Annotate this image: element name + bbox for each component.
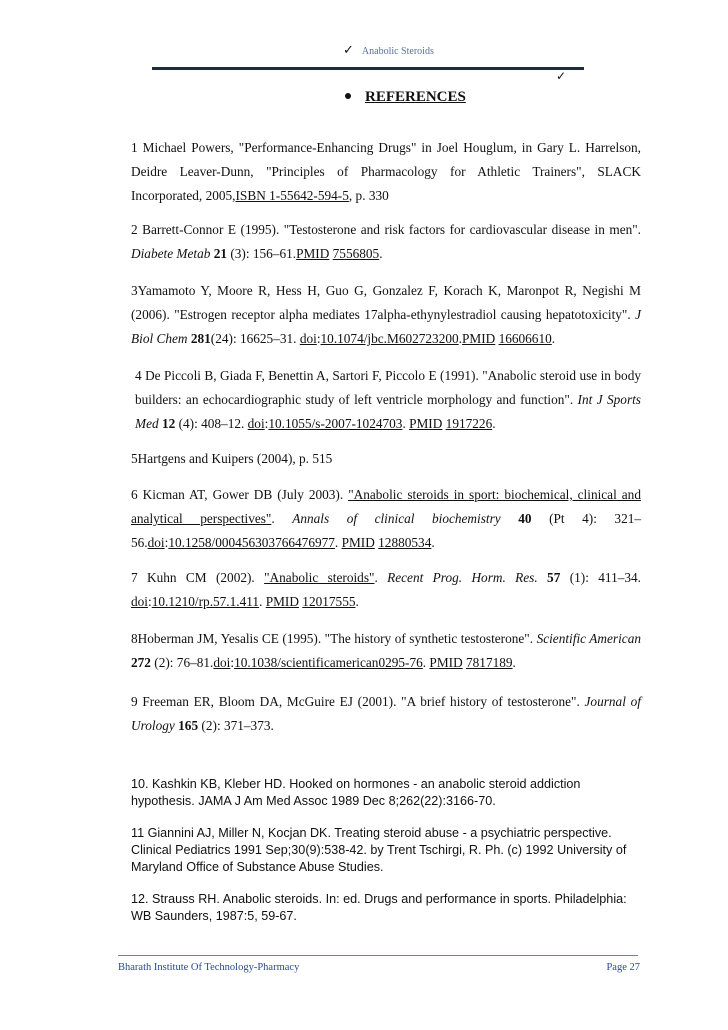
reference-1 [131, 136, 641, 208]
ref-text: . [374, 570, 388, 585]
ref-text: 4 De Piccoli B, Giada F, Benettin A, Sartori F, Piccolo E (1991). "Anabolic steroid use in body builders: an echocardiographic study of left ventricle morphology and function". [135, 368, 641, 407]
reference-11: 11 Giannini AJ, Miller N, Kocjan DK. Treating steroid abuse - a psychiatric perspective. Clinical Pediatrics 1991 Sep;30(9):538-42. by Trent Tschirgi, R. Ph. (c) 1992 University of Maryland Office of Substance Abuse Studies. [131, 826, 627, 874]
bullet-icon [345, 93, 351, 99]
volume: 281 [190, 331, 211, 346]
page-header [343, 43, 434, 58]
reference-10: 10. Kashkin KB, Kleber HD. Hooked on hormones - an anabolic steroid addiction hypothesis. JAMA J Am Med Assoc 1989 Dec 8;262(22):3166-70. [131, 777, 581, 808]
ref-text: (Pt 4): 321–56. [131, 511, 642, 550]
article-title-link[interactable]: "Anabolic steroids" [264, 570, 375, 585]
pmid-number-link[interactable]: 12017555 [302, 594, 356, 609]
ref-text: . [512, 655, 516, 670]
footer-institution: Bharath Institute Of Technology-Pharmacy [118, 962, 300, 973]
pmid-number-link[interactable]: 1917226 [445, 416, 493, 431]
pmid-link[interactable]: PMID [409, 416, 443, 431]
article-title-link[interactable]: "Anabolic steroids in sport: biochemical, clinical and analytical perspectives" [131, 487, 641, 526]
ref-text: 2 Barrett-Connor E (1995). "Testosterone and risk factors for cardiovascular disease in men". [131, 222, 641, 237]
doi-link[interactable]: doi [147, 535, 165, 550]
references-title: REFERENCES [365, 89, 466, 105]
doi-link[interactable]: doi [247, 416, 265, 431]
ref-text: . [492, 416, 496, 431]
pmid-number-link[interactable]: 16606610 [498, 331, 552, 346]
journal-name: Diabete Metab [131, 246, 211, 261]
doi-number-link[interactable]: 10.1210/rp.57.1.411 [151, 594, 260, 609]
reference-6: 6 Kicman AT, Gower DB (July 2003). "Anabolic steroids in sport: biochemical, clinical and analytical perspectives". Annals of clinical biochemistry 40 (Pt 4): 321–56.doi:10.1258/000456303766476977. PMID 12880534. [131, 487, 642, 550]
ref-text: 6 Kicman AT, Gower DB (July 2003). [131, 487, 349, 502]
reference-12: 12. Strauss RH. Anabolic steroids. In: ed. Drugs and performance in sports. Philadelphia: WB Saunders, 1987:5, 59-67. [131, 892, 627, 923]
ref-text: 3Yamamoto Y, Moore R, Hess H, Guo G, Gonzalez F, Korach K, Maronpot R, Negishi M (2006). "Estrogen receptor alpha mediates 17alpha-ethynylestradiol causing hepatotoxicity". [131, 283, 641, 322]
ref-text: . [379, 246, 383, 261]
reference-5 [131, 447, 641, 471]
ref-text: (2): 371–373. [198, 718, 274, 733]
volume: 272 [131, 655, 151, 670]
pmid-number-link[interactable]: 7556805 [332, 246, 380, 261]
ref-text: 7 Kuhn CM (2002). [131, 570, 265, 585]
pmid-number-link[interactable]: 7817189 [466, 655, 513, 670]
doi-link[interactable]: doi [131, 594, 148, 609]
journal-name: Annals of clinical biochemistry [292, 511, 501, 526]
ref-text: . [551, 331, 556, 346]
reference-9 [131, 690, 641, 738]
ref-text: , p. 330 [348, 188, 389, 203]
ref-text: . [271, 511, 293, 526]
section-heading [345, 89, 466, 106]
ref-text: (3): 156–61. [227, 246, 297, 261]
doi-number-link[interactable]: 10.1074/jbc.M602723200 [320, 331, 459, 346]
ref-text: (24): 16625–31. [210, 331, 300, 346]
ref-text: 9 Freeman ER, Bloom DA, McGuire EJ (2001). "A brief history of testosterone". [131, 694, 585, 709]
doi-number-link[interactable]: 10.1055/s-2007-1024703 [268, 416, 403, 431]
reference-4: 4 De Piccoli B, Giada F, Benettin A, Sartori F, Piccolo E (1991). "Anabolic steroid use in body builders: an echocardiographic study of left ventricle morphology and function". Int J Sports Med 12 (4): 408–12. doi:10.1055/s-2007-1024703. PMID 1917226. [135, 368, 641, 431]
ref-text: . [431, 535, 435, 550]
ref-text: (2): 76–81. [150, 655, 214, 670]
reference-3: 3Yamamoto Y, Moore R, Hess H, Guo G, Gonzalez F, Korach K, Maronpot R, Negishi M (2006). "Estrogen receptor alpha mediates 17alpha-ethynylestradiol causing hepatotoxicity". J Biol Chem 281(24): 16625–31. doi:10.1074/jbc.M602723200.PMID 16606610. [131, 283, 641, 346]
reference-2 [131, 218, 641, 266]
ref-text: 8Hoberman JM, Yesalis CE (1995). "The history of synthetic testosterone". [131, 631, 537, 646]
volume: 40 [518, 511, 532, 526]
reference-8: 8Hoberman JM, Yesalis CE (1995). "The history of synthetic testosterone". Scientific American 272 (2): 76–81.doi:10.1038/scientificamerican0295-76. PMID 7817189. [131, 631, 641, 670]
pmid-link[interactable]: PMID [461, 331, 496, 346]
journal-name: Scientific American [536, 631, 641, 646]
journal-name: Journal of Urology [131, 694, 641, 733]
journal-name: J Biol Chem [131, 307, 641, 346]
journal-name: Int J Sports Med [135, 392, 641, 431]
pmid-link[interactable]: PMID [429, 655, 463, 670]
doi-link[interactable]: doi [213, 655, 231, 670]
checkmark-icon: ✓ [343, 43, 354, 58]
ref-text: (1): 411–34. [560, 570, 641, 585]
ref-text: 5Hartgens and Kuipers (2004), p. 515 [131, 451, 333, 466]
ref-text: 1 Michael Powers, "Performance-Enhancing Drugs" in Joel Houglum, in Gary L. Harrelson, Deidre Leaver-Dunn, "Principles of Pharmacology for Athletic Trainers", SLACK Incorporated, 2005, [131, 140, 641, 203]
header-title: Anabolic Steroids [361, 46, 434, 57]
checkmark-icon: ✓ [556, 69, 567, 83]
reference-7: 7 Kuhn CM (2002). "Anabolic steroids". Recent Prog. Horm. Res. 57 (1): 411–34. doi:10.1210/rp.57.1.411. PMID 12017555. [131, 570, 641, 609]
pmid-number-link[interactable]: 12880534 [378, 535, 432, 550]
volume: 165 [178, 718, 199, 733]
doi-number-link[interactable]: 10.1258/000456303766476977 [168, 535, 335, 550]
footer-divider [118, 955, 638, 956]
volume: 12 [161, 416, 176, 431]
pmid-link[interactable]: PMID [265, 594, 299, 609]
pmid-link[interactable]: PMID [341, 535, 375, 550]
doi-number-link[interactable]: 10.1038/scientificamerican0295-76 [234, 655, 423, 670]
header-divider [152, 67, 584, 70]
volume: 21 [213, 246, 228, 261]
pmid-link[interactable]: PMID [296, 246, 330, 261]
ref-text: . [355, 594, 359, 609]
isbn-link[interactable]: ISBN 1-55642-594-5 [235, 188, 349, 203]
volume: 57 [547, 570, 561, 585]
journal-name: Recent Prog. Horm. Res. [387, 570, 538, 585]
ref-text: (4): 408–12. [175, 416, 248, 431]
doi-link[interactable]: doi [299, 331, 317, 346]
page-number: Page 27 [606, 962, 640, 973]
